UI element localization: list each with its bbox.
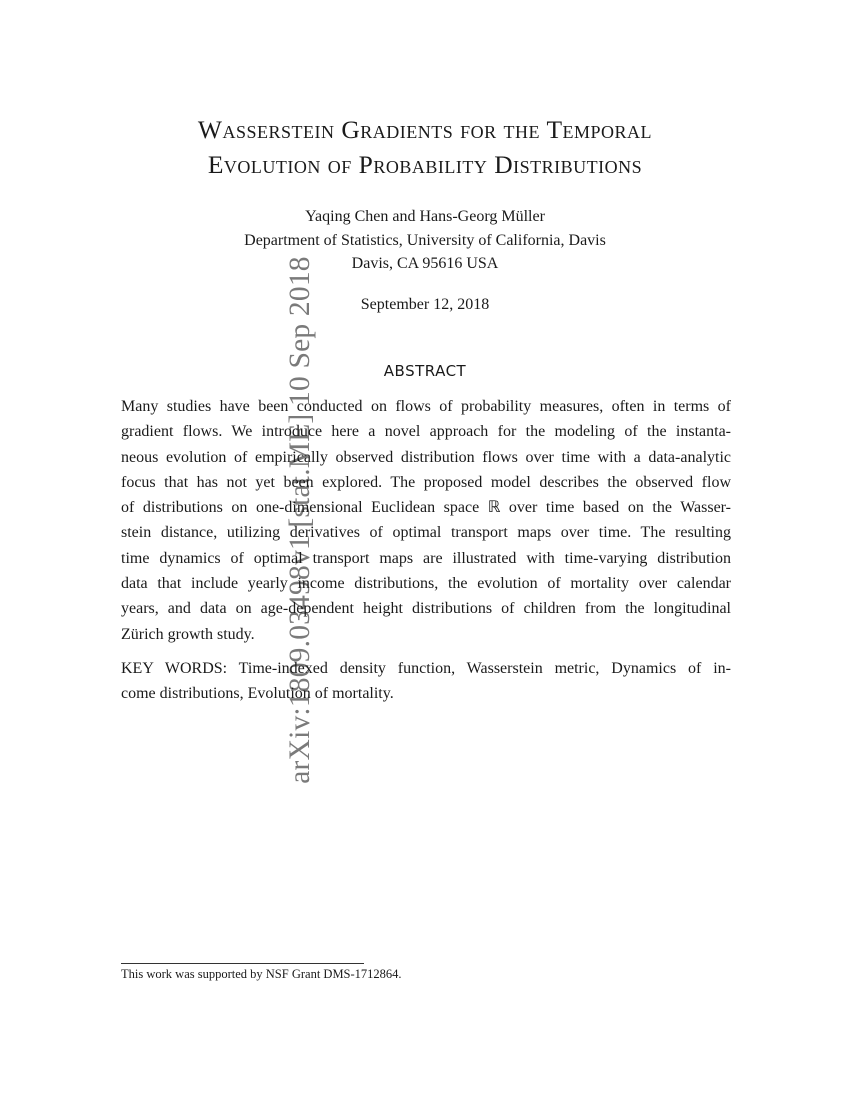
funding-footnote: This work was supported by NSF Grant DMS-1712864. [121,967,402,981]
title-line-1: Wasserstein Gradients for the Temporal [197,115,653,144]
abstract-line: focus that has not yet been explored. The proposed model describes the observed flow [121,473,731,491]
abstract-line: years, and data on age-dependent height distributions of children from the longitudinal [121,600,731,618]
abstract-line: neous evolution of empirically observed distribution flows over time with a data-analytic [121,448,731,466]
abstract-line: data that include yearly income distributions, the evolution of mortality over calendar [121,575,731,593]
author-names: Yaqing Chen and Hans-Georg Müller [305,208,545,225]
abstract-text [121,394,731,647]
abstract-line: Many studies have been conducted on flows of probability measures, often in terms of [121,398,731,415]
keywords-line: KEY WORDS: Time-indexed density function, Wasserstein metric, Dynamics of in- [121,660,731,677]
author-address: Davis, CA 95616 USA [351,255,499,272]
abstract-line: gradient flows. We introduce here a novel approach for the modeling of the instanta- [121,423,731,441]
abstract-line: time dynamics of optimal transport maps are illustrated with time-varying distribution [121,549,731,567]
arxiv-identifier-stamp: arXiv:1809.03498v1 [stat.ME] 10 Sep 2018 [284,256,316,784]
title-line-2: Evolution of Probability Distributions [207,150,643,179]
keywords-line: come distributions, Evolution of mortality. [121,685,394,703]
abstract-line: of distributions on one-dimensional Euclidean space ℝ over time based on the Wasser- [121,499,731,517]
abstract-line: Zürich growth study. [121,625,255,643]
abstract-line: stein distance, utilizing derivatives of optimal transport maps over time. The resulting [121,524,731,542]
keywords [121,656,731,707]
abstract-heading: ABSTRACT [383,362,467,380]
footnote-divider [121,963,364,964]
paper-title [0,112,850,182]
author-affiliation: Department of Statistics, University of California, Davis [244,231,606,249]
author-block [0,205,850,276]
paper-date: September 12, 2018 [360,296,490,313]
